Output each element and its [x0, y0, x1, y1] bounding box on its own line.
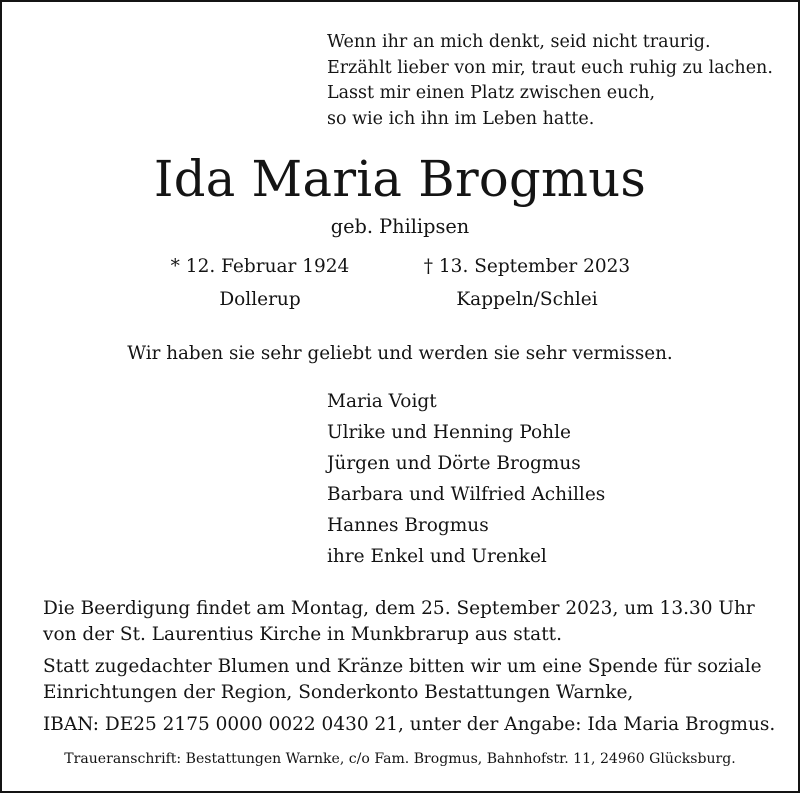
deceased-name: Ida Maria Brogmus — [153, 150, 647, 208]
mourner: Maria Voigt — [327, 391, 437, 412]
poem-line: Lasst mir einen Platz zwischen euch, — [327, 83, 656, 103]
birth-info — [140, 250, 380, 316]
funeral-notice — [43, 596, 776, 738]
poem-line: so wie ich ihn im Leben hatte. — [327, 108, 595, 129]
poem-line: Wenn ihr an mich denkt, seid nicht traurig. — [327, 32, 711, 52]
birth-date: * 12. Februar 1924 — [170, 256, 350, 277]
donation-line: Einrichtungen der Region, Sonderkonto Bestattungen Warnke, — [43, 682, 634, 703]
farewell-sentence: Wir haben sie sehr geliebt und werden sie sehr vermissen. — [127, 343, 673, 364]
mourners-list — [327, 386, 605, 572]
poem-line: Erzählt lieber von mir, traut euch ruhig zu lachen. — [327, 57, 773, 78]
death-place: Kappeln/Schlei — [456, 289, 598, 310]
death-info — [397, 250, 657, 316]
iban-line: IBAN: DE25 2175 0000 0022 0430 21, unter der Angabe: Ida Maria Brogmus. — [43, 714, 776, 735]
mourner: Barbara und Wilfried Achilles — [327, 484, 606, 505]
mourner: Ulrike und Henning Pohle — [327, 422, 571, 443]
poem — [327, 30, 773, 132]
donation-line: Statt zugedachter Blumen und Kränze bitten wir um eine Spende für soziale — [43, 656, 762, 677]
mourner: ihre Enkel und Urenkel — [327, 546, 547, 567]
birth-place: Dollerup — [219, 289, 301, 310]
mourner: Hannes Brogmus — [327, 515, 489, 536]
mourning-address: Traueranschrift: Bestattungen Warnke, c/o Fam. Brogmus, Bahnhofstr. 11, 24960 Glücksburg. — [64, 751, 736, 767]
death-date: † 13. September 2023 — [423, 256, 631, 277]
mourner: Jürgen und Dörte Brogmus — [327, 453, 581, 474]
birth-name: geb. Philipsen — [330, 215, 470, 238]
funeral-line: Die Beerdigung findet am Montag, dem 25. September 2023, um 13.30 Uhr — [43, 598, 755, 619]
funeral-line: von der St. Laurentius Kirche in Munkbrarup aus statt. — [43, 624, 562, 645]
